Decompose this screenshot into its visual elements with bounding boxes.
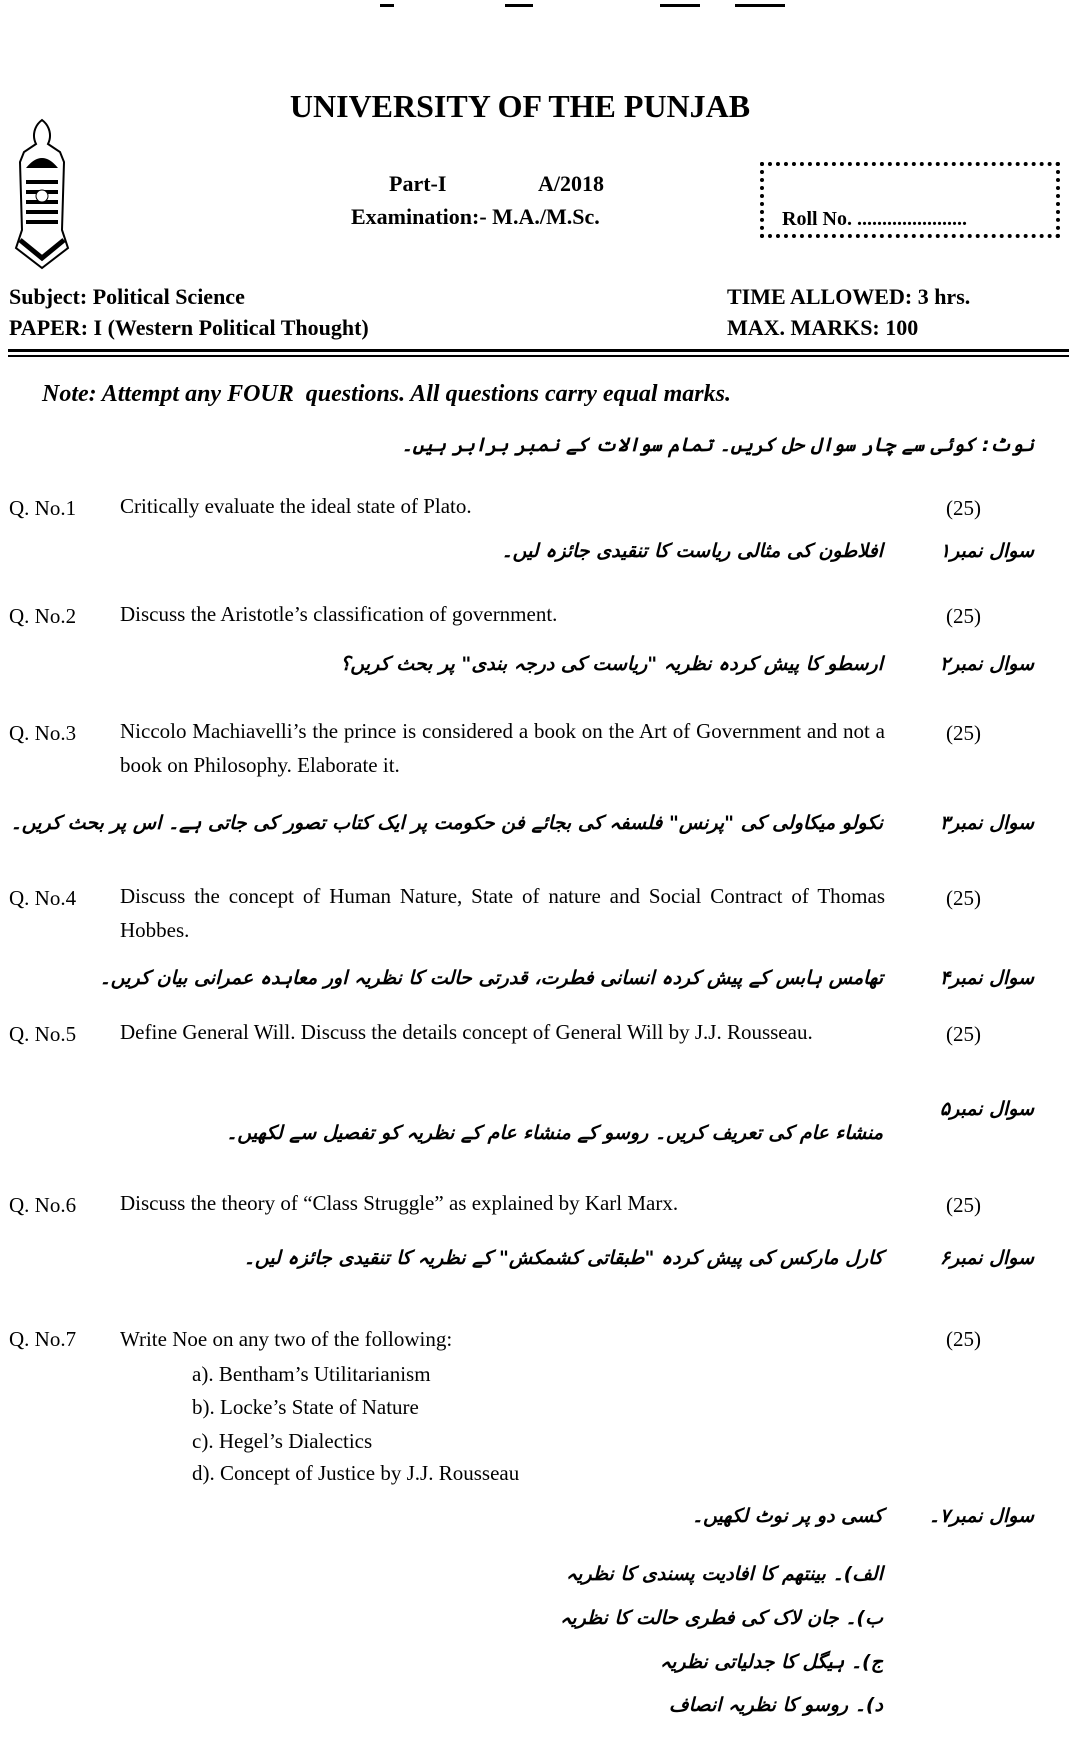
question-urdu-text: کارل مارکس کی پیش کردہ "طبقاتی کشمکش" کے نظریہ کا تنقیدی جائزہ لیں۔ xyxy=(243,1247,883,1269)
question-text: Write Noe on any two of the following: xyxy=(120,1327,453,1351)
question-marks: (25) xyxy=(946,1193,981,1217)
question-urdu-label: سوال نمبر۱ xyxy=(939,540,1034,562)
roll-number-box xyxy=(760,162,1060,238)
question-urdu-label: سوال نمبر۴ xyxy=(939,967,1034,989)
option-item: c). Hegel’s Dialectics xyxy=(192,1429,373,1453)
question-marks: (25) xyxy=(946,1327,981,1351)
question-label: Q. No.1 xyxy=(9,496,77,520)
question-label: Q. No.6 xyxy=(9,1193,77,1217)
question-urdu-label: سوال نمبر۵ xyxy=(939,1098,1034,1120)
question-label: Q. No.3 xyxy=(9,721,77,745)
question-urdu-text: نکولو میکاولی کی "پرنس" فلسفہ کی بجائے فن حکومت پر ایک کتاب تصور کی جاتی ہے۔ اس پر بحث کریں۔ xyxy=(10,812,883,834)
question-label: Q. No.4 xyxy=(9,886,77,910)
scan-artifact xyxy=(505,4,533,7)
note-urdu: نوٹ: کوئی سے چار سوال حل کریں۔ تمام سوالات کے نمبر برابر ہیں۔ xyxy=(401,434,1034,456)
scan-artifact xyxy=(735,4,785,7)
roll-no-field: Roll No. ...................... xyxy=(782,208,967,230)
header-divider xyxy=(8,349,1069,352)
session-label: A/2018 xyxy=(538,171,604,196)
university-crest-logo xyxy=(12,118,72,270)
urdu-option-item: ب)۔ جان لاک کی فطری حالت کا نظریہ xyxy=(560,1607,883,1629)
option-item: a). Bentham’s Utilitarianism xyxy=(192,1362,431,1386)
question-urdu-text: کسی دو پر نوٹ لکھیں۔ xyxy=(691,1505,883,1527)
question-urdu-label: سوال نمبر۶ xyxy=(939,1247,1034,1269)
question-label: Q. No.7 xyxy=(9,1327,77,1351)
question-marks: (25) xyxy=(946,886,981,910)
subject-label: Subject: Political Science xyxy=(9,284,245,309)
question-text: Discuss the Aristotle’s classification of government. xyxy=(120,602,558,626)
question-text: Discuss the concept of Human Nature, State of nature and Social Contract of Thomas Hobbes. xyxy=(120,884,885,942)
question-marks: (25) xyxy=(946,496,981,520)
part-label: Part-I xyxy=(389,171,447,196)
paper-label: PAPER: I (Western Political Thought) xyxy=(9,315,369,340)
question-text: Discuss the theory of “Class Struggle” as explained by Karl Marx. xyxy=(120,1191,679,1215)
question-urdu-text: افلاطون کی مثالی ریاست کا تنقیدی جائزہ لیں۔ xyxy=(501,540,883,562)
question-urdu-label: سوال نمبر۷۔ xyxy=(928,1505,1034,1527)
header-divider xyxy=(8,355,1069,357)
question-urdu-label: سوال نمبر۳ xyxy=(939,812,1034,834)
note-english: Note: Attempt any FOUR questions. All questions carry equal marks. xyxy=(42,381,731,407)
question-label: Q. No.5 xyxy=(9,1022,77,1046)
urdu-option-item: د)۔ روسو کا نظریہ انصاف xyxy=(669,1694,883,1716)
question-urdu-text: منشاء عام کی تعریف کریں۔ روسو کے منشاء عام کے نظریہ کو تفصیل سے لکھیں۔ xyxy=(226,1122,883,1144)
examination-label: Examination:- M.A./M.Sc. xyxy=(351,204,600,229)
scan-artifact xyxy=(380,4,394,7)
question-urdu-text: تھامس ہابس کے پیش کردہ انسانی فطرت، قدرتی حالت کا نظریہ اور معاہدہ عمرانی بیان کریں۔ xyxy=(99,967,883,989)
question-urdu-label: سوال نمبر۲ xyxy=(939,653,1034,675)
question-label: Q. No.2 xyxy=(9,604,77,628)
question-text: Define General Will. Discuss the details concept of General Will by J.J. Rousseau. xyxy=(120,1020,813,1044)
question-marks: (25) xyxy=(946,604,981,628)
question-text: Critically evaluate the ideal state of Plato. xyxy=(120,494,472,518)
question-urdu-text: ارسطو کا پیش کردہ نظریہ "ریاست کی درجہ بندی" پر بحث کریں؟ xyxy=(340,653,883,675)
question-marks: (25) xyxy=(946,721,981,745)
time-allowed-label: TIME ALLOWED: 3 hrs. xyxy=(727,284,971,309)
option-item: b). Locke’s State of Nature xyxy=(192,1395,419,1419)
university-title: UNIVERSITY OF THE PUNJAB xyxy=(289,88,751,124)
option-item: d). Concept of Justice by J.J. Rousseau xyxy=(192,1461,520,1485)
question-marks: (25) xyxy=(946,1022,981,1046)
urdu-option-item: الف)۔ بینتھم کا افادیت پسندی کا نظریہ xyxy=(566,1563,883,1585)
question-text: Niccolo Machiavelli’s the prince is considered a book on the Art of Government and not a book on Philosophy. Elaborate it. xyxy=(120,719,885,777)
scan-artifact xyxy=(660,4,700,7)
max-marks-label: MAX. MARKS: 100 xyxy=(727,315,919,340)
urdu-option-item: ج)۔ ہیگل کا جدلیاتی نظریہ xyxy=(659,1651,883,1673)
